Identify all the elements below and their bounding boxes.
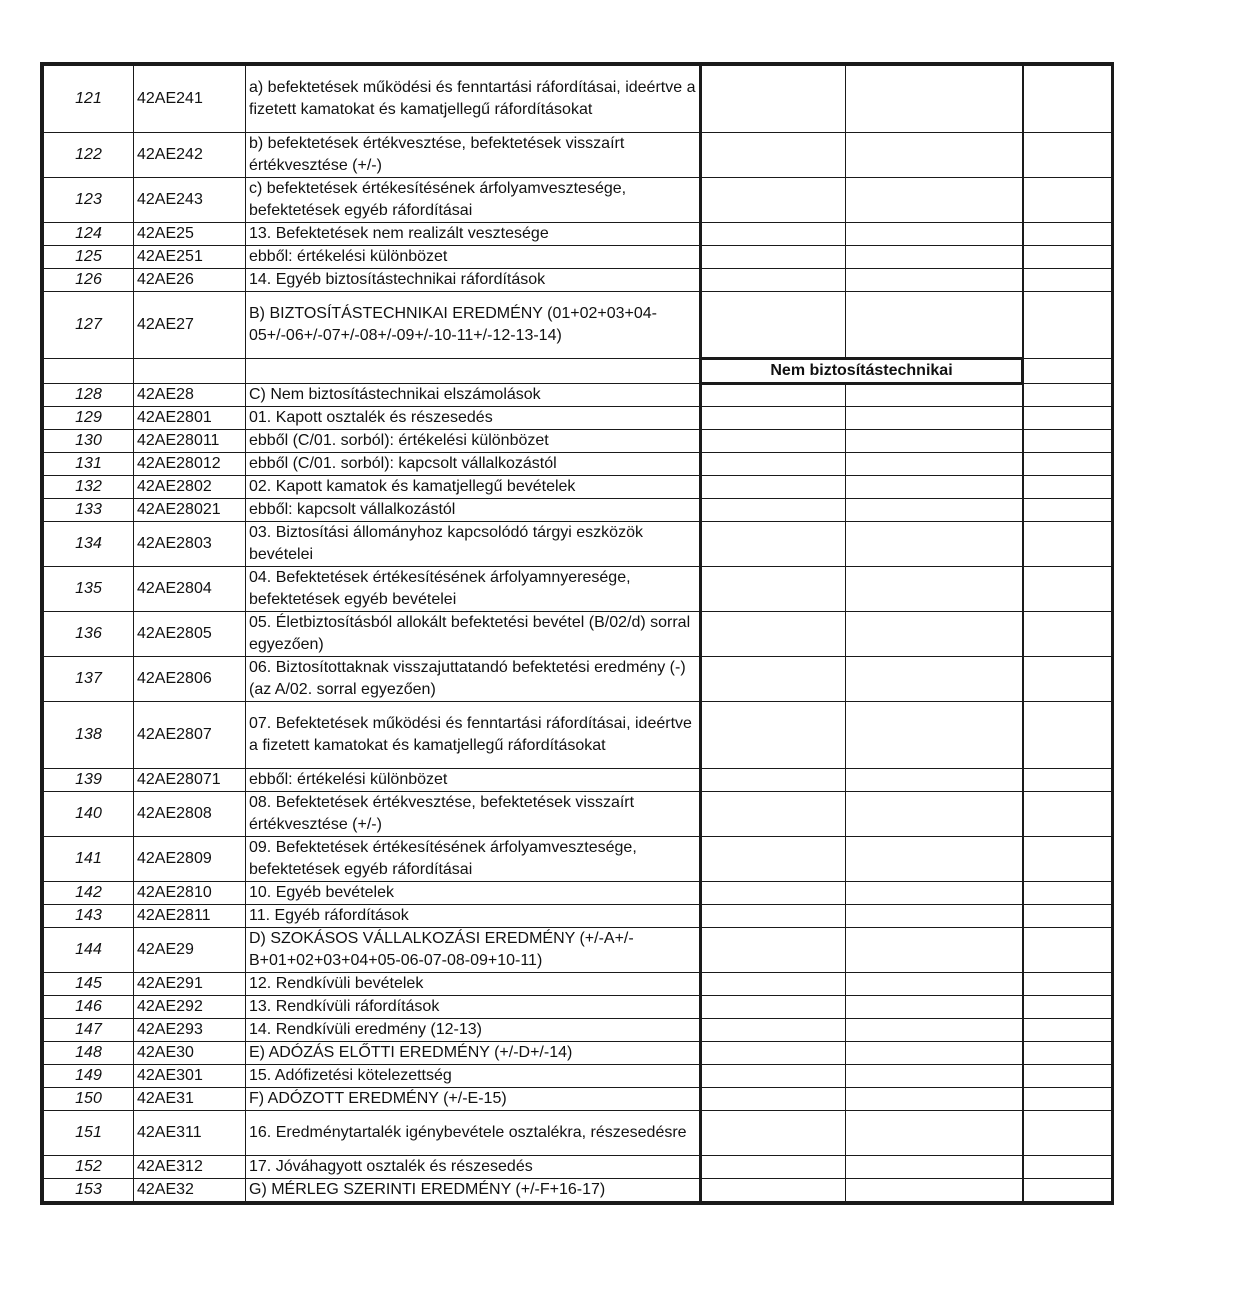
table-row [44, 430, 1112, 453]
row-code: 42AE301 [134, 1065, 246, 1088]
row-number: 132 [44, 476, 134, 499]
value-cell [1023, 1019, 1112, 1042]
value-cell [701, 499, 846, 522]
value-cell [1023, 1042, 1112, 1065]
value-cell [1023, 384, 1112, 407]
value-cell [846, 702, 1023, 769]
table-row [44, 882, 1112, 905]
value-cell [1023, 612, 1112, 657]
value-cell [1023, 996, 1112, 1019]
value-cell [1023, 657, 1112, 702]
value-cell [701, 657, 846, 702]
row-number: 150 [44, 1088, 134, 1111]
table-row [44, 476, 1112, 499]
value-cell [701, 1088, 846, 1111]
table-row [44, 769, 1112, 792]
value-cell [846, 499, 1023, 522]
row-description: F) ADÓZOTT EREDMÉNY (+/-E-15) [246, 1088, 701, 1111]
value-cell [846, 66, 1023, 133]
value-cell [701, 246, 846, 269]
row-description: 14. Egyéb biztosítástechnikai ráfordítások [246, 269, 701, 292]
row-number: 131 [44, 453, 134, 476]
row-code: 42AE2808 [134, 792, 246, 837]
row-number: 144 [44, 928, 134, 973]
row-number: 142 [44, 882, 134, 905]
value-cell [846, 246, 1023, 269]
value-cell [846, 1019, 1023, 1042]
value-cell [1023, 499, 1112, 522]
row-description: ebből: kapcsolt vállalkozástól [246, 499, 701, 522]
row-description: B) BIZTOSÍTÁSTECHNIKAI EREDMÉNY (01+02+03+04-05+/-06+/-07+/-08+/-09+/-10-11+/-12-13-14) [246, 292, 701, 359]
value-cell [1023, 973, 1112, 996]
table-row [44, 837, 1112, 882]
row-code: 42AE29 [134, 928, 246, 973]
value-cell [1023, 792, 1112, 837]
row-number: 123 [44, 178, 134, 223]
row-number: 138 [44, 702, 134, 769]
row-code: 42AE311 [134, 1111, 246, 1156]
row-code: 42AE28012 [134, 453, 246, 476]
row-description: 05. Életbiztosításból allokált befektetési bevétel (B/02/d) sorral egyezően) [246, 612, 701, 657]
table-row [44, 407, 1112, 430]
value-cell [846, 223, 1023, 246]
value-cell [1023, 178, 1112, 223]
report-sheet [40, 62, 1114, 1205]
value-cell [846, 792, 1023, 837]
value-cell [846, 269, 1023, 292]
row-number: 148 [44, 1042, 134, 1065]
row-description: ebből (C/01. sorból): kapcsolt vállalkozástól [246, 453, 701, 476]
table-row [44, 905, 1112, 928]
row-description: a) befektetések működési és fenntartási ráfordításai, ideértve a fizetett kamatokat és kamatjellegű ráfordításokat [246, 66, 701, 133]
row-description: 16. Eredménytartalék igénybevétele osztalékra, részesedésre [246, 1111, 701, 1156]
report-table-body [44, 66, 1112, 1202]
value-cell [846, 1179, 1023, 1202]
row-code: 42AE31 [134, 1088, 246, 1111]
table-row [44, 567, 1112, 612]
value-cell [1023, 1111, 1112, 1156]
row-number: 146 [44, 996, 134, 1019]
value-cell [701, 430, 846, 453]
table-row [44, 1111, 1112, 1156]
row-code: 42AE2804 [134, 567, 246, 612]
row-description: 12. Rendkívüli bevételek [246, 973, 701, 996]
value-cell [846, 178, 1023, 223]
value-cell [701, 973, 846, 996]
row-number: 133 [44, 499, 134, 522]
value-cell [701, 702, 846, 769]
table-row [44, 1019, 1112, 1042]
value-cell [846, 905, 1023, 928]
row-code: 42AE312 [134, 1156, 246, 1179]
row-code: 42AE28021 [134, 499, 246, 522]
row-code: 42AE241 [134, 66, 246, 133]
row-description: 15. Adófizetési kötelezettség [246, 1065, 701, 1088]
empty-cell [1023, 359, 1112, 384]
row-code: 42AE30 [134, 1042, 246, 1065]
table-row [44, 928, 1112, 973]
value-cell [1023, 702, 1112, 769]
row-description: 03. Biztosítási állományhoz kapcsolódó tárgyi eszközök bevételei [246, 522, 701, 567]
value-cell [846, 973, 1023, 996]
value-cell [701, 522, 846, 567]
row-code: 42AE2809 [134, 837, 246, 882]
row-number: 147 [44, 1019, 134, 1042]
value-cell [846, 882, 1023, 905]
value-cell [701, 905, 846, 928]
value-cell [1023, 133, 1112, 178]
value-cell [846, 522, 1023, 567]
value-cell [701, 453, 846, 476]
value-cell [1023, 476, 1112, 499]
table-row [44, 1065, 1112, 1088]
row-code: 42AE2811 [134, 905, 246, 928]
value-cell [846, 292, 1023, 359]
row-number: 129 [44, 407, 134, 430]
row-number: 140 [44, 792, 134, 837]
row-description: c) befektetések értékesítésének árfolyamvesztesége, befektetések egyéb ráfordításai [246, 178, 701, 223]
row-code: 42AE2803 [134, 522, 246, 567]
row-number: 136 [44, 612, 134, 657]
table-row [44, 246, 1112, 269]
row-code: 42AE27 [134, 292, 246, 359]
value-cell [701, 133, 846, 178]
row-code: 42AE293 [134, 1019, 246, 1042]
row-description: 06. Biztosítottaknak visszajuttatandó befektetési eredmény (-) (az A/02. sorral egyezően) [246, 657, 701, 702]
row-description: 08. Befektetések értékvesztése, befektetések visszaírt értékvesztése (+/-) [246, 792, 701, 837]
value-cell [846, 837, 1023, 882]
row-description: 01. Kapott osztalék és részesedés [246, 407, 701, 430]
row-code: 42AE291 [134, 973, 246, 996]
value-cell [1023, 453, 1112, 476]
value-cell [846, 1088, 1023, 1111]
row-description: 04. Befektetések értékesítésének árfolyamnyeresége, befektetések egyéb bevételei [246, 567, 701, 612]
value-cell [1023, 1088, 1112, 1111]
table-row [44, 612, 1112, 657]
value-cell [701, 1156, 846, 1179]
row-code: 42AE28071 [134, 769, 246, 792]
table-row [44, 996, 1112, 1019]
value-cell [701, 476, 846, 499]
row-description: 09. Befektetések értékesítésének árfolyamvesztesége, befektetések egyéb ráfordításai [246, 837, 701, 882]
table-row [44, 1179, 1112, 1202]
value-cell [1023, 905, 1112, 928]
report-table [43, 65, 1112, 1202]
row-code: 42AE2806 [134, 657, 246, 702]
value-cell [701, 769, 846, 792]
row-number: 139 [44, 769, 134, 792]
row-number: 153 [44, 1179, 134, 1202]
row-number: 141 [44, 837, 134, 882]
value-cell [846, 430, 1023, 453]
value-cell [1023, 882, 1112, 905]
row-code: 42AE251 [134, 246, 246, 269]
value-cell [1023, 246, 1112, 269]
table-row [44, 522, 1112, 567]
value-cell [846, 1065, 1023, 1088]
row-number: 121 [44, 66, 134, 133]
value-cell [701, 1042, 846, 1065]
row-description: b) befektetések értékvesztése, befektetések visszaírt értékvesztése (+/-) [246, 133, 701, 178]
value-cell [701, 1019, 846, 1042]
row-number: 122 [44, 133, 134, 178]
row-description: ebből (C/01. sorból): értékelési különbözet [246, 430, 701, 453]
table-row [44, 292, 1112, 359]
row-description: 17. Jóváhagyott osztalék és részesedés [246, 1156, 701, 1179]
table-row [44, 792, 1112, 837]
value-cell [846, 1156, 1023, 1179]
row-number: 128 [44, 384, 134, 407]
value-cell [1023, 430, 1112, 453]
table-row [44, 657, 1112, 702]
row-code: 42AE28 [134, 384, 246, 407]
empty-cell [246, 359, 701, 384]
row-number: 152 [44, 1156, 134, 1179]
row-code: 42AE26 [134, 269, 246, 292]
row-description: 02. Kapott kamatok és kamatjellegű bevételek [246, 476, 701, 499]
value-cell [846, 612, 1023, 657]
value-cell [701, 269, 846, 292]
row-number: 137 [44, 657, 134, 702]
row-code: 42AE2801 [134, 407, 246, 430]
value-cell [701, 882, 846, 905]
value-cell [846, 1111, 1023, 1156]
row-code: 42AE2810 [134, 882, 246, 905]
value-cell [846, 769, 1023, 792]
value-cell [701, 837, 846, 882]
value-cell [846, 407, 1023, 430]
table-row [44, 269, 1112, 292]
value-cell [1023, 837, 1112, 882]
value-cell [1023, 269, 1112, 292]
table-row [44, 384, 1112, 407]
table-row [44, 1156, 1112, 1179]
value-cell [1023, 223, 1112, 246]
value-cell [701, 223, 846, 246]
row-number: 126 [44, 269, 134, 292]
value-cell [701, 407, 846, 430]
value-cell [846, 657, 1023, 702]
table-row [44, 66, 1112, 133]
section-header-row [44, 359, 1112, 384]
row-number: 134 [44, 522, 134, 567]
value-cell [846, 133, 1023, 178]
value-cell [1023, 769, 1112, 792]
value-cell [846, 928, 1023, 973]
row-code: 42AE243 [134, 178, 246, 223]
row-description: ebből: értékelési különbözet [246, 769, 701, 792]
row-description: G) MÉRLEG SZERINTI EREDMÉNY (+/-F+16-17) [246, 1179, 701, 1202]
value-cell [1023, 928, 1112, 973]
row-description: 11. Egyéb ráfordítások [246, 905, 701, 928]
row-description: E) ADÓZÁS ELŐTTI EREDMÉNY (+/-D+/-14) [246, 1042, 701, 1065]
empty-cell [134, 359, 246, 384]
row-code: 42AE32 [134, 1179, 246, 1202]
row-description: 10. Egyéb bevételek [246, 882, 701, 905]
value-cell [1023, 1065, 1112, 1088]
section-header: Nem biztosítástechnikai [701, 359, 1023, 384]
value-cell [701, 996, 846, 1019]
row-code: 42AE2807 [134, 702, 246, 769]
value-cell [701, 292, 846, 359]
value-cell [1023, 522, 1112, 567]
table-row [44, 499, 1112, 522]
row-description: 07. Befektetések működési és fenntartási ráfordításai, ideértve a fizetett kamatokat és kamatjellegű ráfordításokat [246, 702, 701, 769]
row-code: 42AE2802 [134, 476, 246, 499]
value-cell [701, 1179, 846, 1202]
value-cell [701, 1111, 846, 1156]
row-number: 151 [44, 1111, 134, 1156]
table-row [44, 1042, 1112, 1065]
row-number: 135 [44, 567, 134, 612]
table-row [44, 702, 1112, 769]
row-number: 127 [44, 292, 134, 359]
value-cell [701, 384, 846, 407]
value-cell [846, 453, 1023, 476]
value-cell [701, 792, 846, 837]
row-number: 125 [44, 246, 134, 269]
value-cell [1023, 1179, 1112, 1202]
table-row [44, 973, 1112, 996]
value-cell [701, 612, 846, 657]
value-cell [846, 1042, 1023, 1065]
row-description: ebből: értékelési különbözet [246, 246, 701, 269]
table-row [44, 178, 1112, 223]
value-cell [1023, 407, 1112, 430]
table-row [44, 453, 1112, 476]
value-cell [1023, 66, 1112, 133]
value-cell [701, 1065, 846, 1088]
value-cell [846, 567, 1023, 612]
empty-cell [44, 359, 134, 384]
value-cell [1023, 292, 1112, 359]
row-description: 14. Rendkívüli eredmény (12-13) [246, 1019, 701, 1042]
row-number: 149 [44, 1065, 134, 1088]
value-cell [701, 178, 846, 223]
row-description: D) SZOKÁSOS VÁLLALKOZÁSI EREDMÉNY (+/-A+/-B+01+02+03+04+05-06-07-08-09+10-11) [246, 928, 701, 973]
row-code: 42AE292 [134, 996, 246, 1019]
value-cell [1023, 567, 1112, 612]
value-cell [846, 384, 1023, 407]
value-cell [701, 928, 846, 973]
table-row [44, 133, 1112, 178]
value-cell [701, 66, 846, 133]
table-row [44, 1088, 1112, 1111]
row-code: 42AE28011 [134, 430, 246, 453]
row-number: 130 [44, 430, 134, 453]
row-code: 42AE242 [134, 133, 246, 178]
row-number: 145 [44, 973, 134, 996]
value-cell [846, 476, 1023, 499]
row-number: 143 [44, 905, 134, 928]
row-description: 13. Befektetések nem realizált vesztesége [246, 223, 701, 246]
value-cell [846, 996, 1023, 1019]
row-description: 13. Rendkívüli ráfordítások [246, 996, 701, 1019]
value-cell [1023, 1156, 1112, 1179]
row-number: 124 [44, 223, 134, 246]
table-row [44, 223, 1112, 246]
value-cell [701, 567, 846, 612]
row-description: C) Nem biztosítástechnikai elszámolások [246, 384, 701, 407]
row-code: 42AE2805 [134, 612, 246, 657]
row-code: 42AE25 [134, 223, 246, 246]
